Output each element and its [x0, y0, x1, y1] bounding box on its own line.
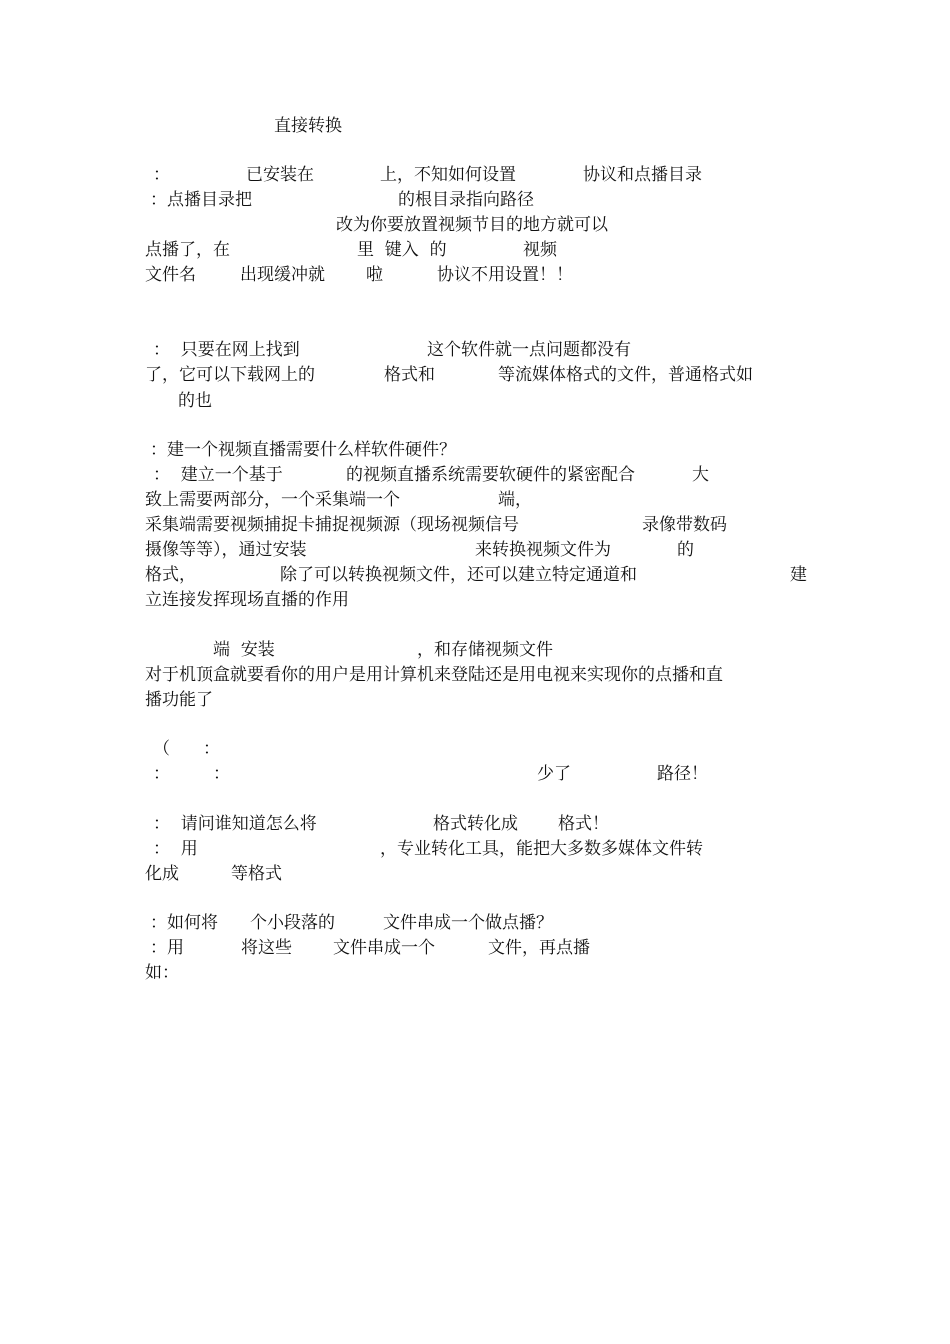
text-segment: ，和存储视频文件 [417, 640, 553, 660]
text-segment: ： 只要在网上找到 [153, 340, 300, 360]
title-text: 直接转换 [274, 116, 342, 136]
text-segment: ： 用 [153, 839, 198, 859]
text-segment: ：如何将 [150, 913, 218, 933]
text-segment: 录像带数码 [642, 515, 727, 535]
text-segment: 格式， [145, 565, 196, 585]
text-segment: ：点播目录把 [150, 190, 252, 210]
text-segment: 的根目录指向路径 [398, 190, 534, 210]
text-segment: 采集端需要视频捕捉卡捕捉视频源（现场视频信号 [145, 515, 519, 535]
text-segment: ： 请问谁知道怎么将 [153, 814, 317, 834]
text-segment: ： 建立一个基于 [153, 465, 283, 485]
text-segment: 的视频直播系统需要软硬件的紧密配合 [346, 465, 635, 485]
text-segment: 出现缓冲就 [240, 265, 325, 285]
text-segment: 播功能了 [145, 690, 213, 710]
text-segment: 少了 [537, 764, 571, 784]
text-segment: ：用 [150, 938, 184, 958]
text-segment: 文件，再点播 [488, 938, 590, 958]
text-segment: 端 安装 [213, 640, 275, 660]
text-segment: 上，不知如何设置 [380, 165, 516, 185]
text-segment: 端， [498, 490, 532, 510]
text-segment: 这个软件就一点问题都没有 [427, 340, 631, 360]
text-segment: 摄像等等），通过安装 [145, 540, 307, 560]
text-segment: 的 [677, 540, 694, 560]
text-segment: （ [153, 739, 170, 759]
text-segment: 改为你要放置视频节目的地方就可以 [336, 215, 608, 235]
text-segment: 里 键入 的 [357, 240, 447, 260]
text-segment: 致上需要两部分，一个采集端一个 [145, 490, 400, 510]
text-segment: 建 [790, 565, 807, 585]
text-segment: 协议不用设置！！ [437, 265, 573, 285]
text-segment: 了，它可以下载网上的 [145, 365, 315, 385]
text-segment: ：建一个视频直播需要什么样软件硬件？ [150, 440, 456, 460]
text-segment: ，专业转化工具，能把大多数多媒体文件转 [380, 839, 703, 859]
text-segment: 路径！ [657, 764, 708, 784]
text-segment: 协议和点播目录 [583, 165, 702, 185]
text-segment: 文件名 [145, 265, 196, 285]
text-segment: ： [153, 165, 170, 185]
text-segment: ： [213, 764, 230, 784]
text-segment: 个小段落的 [250, 913, 335, 933]
text-segment: 大 [692, 465, 709, 485]
text-segment: 已安装在 [246, 165, 314, 185]
text-segment: 文件串成一个做点播？ [383, 913, 553, 933]
text-segment: 如： [145, 963, 179, 983]
text-segment: 格式和 [384, 365, 435, 385]
text-segment: 文件串成一个 [333, 938, 435, 958]
text-segment: ： [153, 764, 170, 784]
text-segment: 等格式 [231, 864, 282, 884]
text-segment: 对于机顶盒就要看你的用户是用计算机来登陆还是用电视来实现你的点播和直 [145, 665, 723, 685]
text-segment: 来转换视频文件为 [475, 540, 611, 560]
text-segment: 视频 [523, 240, 557, 260]
text-segment: 等流媒体格式的文件，普通格式如 [498, 365, 753, 385]
text-segment: 啦 [366, 265, 383, 285]
text-segment: 的也 [178, 391, 212, 411]
text-segment: 除了可以转换视频文件，还可以建立特定通道和 [280, 565, 637, 585]
text-segment: 化成 [145, 864, 179, 884]
text-segment: 格式转化成 [433, 814, 518, 834]
text-segment: ： [203, 739, 220, 759]
text-segment: 将这些 [241, 938, 292, 958]
text-segment: 点播了，在 [145, 240, 230, 260]
text-segment: 立连接发挥现场直播的作用 [145, 590, 349, 610]
text-segment: 格式！ [558, 814, 609, 834]
